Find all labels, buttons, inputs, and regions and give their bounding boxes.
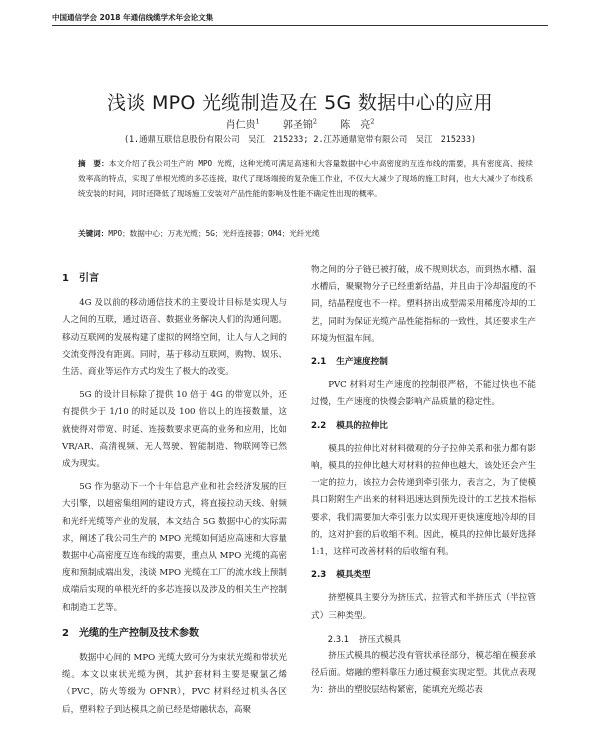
paragraph: PVC 材料对生产速度的控制很严格，不能过快也不能过慢，生产速度的快慢会影响产品质量的稳定性。 [311, 380, 536, 408]
author-affil-mark: 2 [312, 117, 318, 126]
subsection-heading-2-3 [311, 567, 536, 584]
section-title: 模具的拉伸比 [336, 420, 388, 431]
section-number: 2.2 [311, 420, 327, 431]
section-title: 模具类型 [336, 570, 371, 581]
section-heading-1 [62, 270, 287, 287]
section-title: 挤压式模具 [359, 633, 401, 644]
paragraph: 5G 的设计目标除了提供 10 倍于 4G 的带宽以外，还有提供少于 1/10 的时延以及 100 倍以上的连接数量，这就使得对带宽、时延、连接数要求更高的业务和应用，比如 VR/AR、高清视频、无人驾驶、智能制造、物联网等已然成为现实。 [62, 390, 287, 470]
section-title: 光缆的生产控制及技术参数 [78, 627, 199, 639]
author-affil-mark: 2 [370, 117, 375, 126]
paper-title: 浅谈 MPO 光缆制造及在 5G 数据中心的应用 [107, 92, 493, 114]
keywords [78, 228, 533, 239]
author-name: 郭圣锦 [282, 120, 313, 131]
author-3 [340, 117, 375, 131]
section-number: 2.3.1 [327, 633, 350, 644]
section-number: 2 [62, 627, 69, 639]
section-number: 2.1 [311, 357, 327, 368]
paragraph: 挤塑模具主要分为挤压式、拉管式和半挤压式（半拉管式）三种类型。 [311, 593, 536, 621]
author-list [0, 116, 600, 131]
keywords-label: 关键词： [78, 229, 109, 238]
subsection-heading-2-2 [311, 418, 536, 435]
abstract-label: 摘 要： [78, 159, 109, 168]
paragraph: 5G 作为驱动下一个十年信息产业和社会经济发展的巨大引擎，以超密集组网的建设方式，将直接拉动天线、射频和光纤光缆等产业的发展，本文结合 5G 数据中心的实际需求，阐述了我公司生产的 MPO 光缆如何适应高速和大容量数据中心高密度互连布线的需要，重点从 MPO 光缆的高密度和预制成端出发，浅谈 MPO 光缆在工厂的流水线上预制成端后实现的单根光纤的多芯连接以及涉及的相关生产控制和制造工艺等。 [62, 482, 287, 613]
section-title: 引言 [78, 273, 99, 284]
section-number: 2.3 [311, 570, 327, 581]
keywords-text: MPO；数据中心；万兆光缆；5G；光纤连接器；OM4；光纤光缆 [108, 229, 320, 238]
paragraph-continued: 物之间的分子链已被打破，成不规则状态，而到热水槽、温水槽后，聚聚物分子已经重新结晶，并且由于冷却温度的不同，结晶程度也不一样。塑料挤出成型需采用稀度冷却的工艺，同时为保证光缆产品性能指标的一致性，其还要求生产环境为恒温车间。 [311, 265, 536, 344]
header-rule [52, 25, 548, 26]
right-column [311, 262, 536, 706]
section-heading-2 [62, 625, 287, 642]
author-1 [225, 117, 260, 131]
paragraph: 数据中心间的 MPO 光缆大致可分为束状光缆和带状光缆。本文以束状光缆为例，其护套材料主要是聚氯乙烯（PVC，防火等级为 OFNR），PVC 材料经过机头各区后，塑料粒子到达模具之前已经是熔融状态，高聚 [62, 653, 287, 715]
paragraph: 4G 及以前的移动通信技术的主要设计目标是实现人与人之间的互联，通过语音、数据业务解决人们的沟通问题。移动互联网的发展构建了虚拟的网络空间，让人与人之间的交流变得没有距离。同时，基于移动互联网，购物、娱乐、生活、商业等运作方式均发生了极大的改变。 [62, 298, 287, 378]
journal-header: 中国通信学会 2018 年通信线缆学术年会论文集 [52, 13, 214, 22]
author-name: 陈 亮 [340, 120, 371, 131]
author-affil-mark: 1 [255, 117, 260, 126]
section-title: 生产速度控制 [336, 357, 388, 368]
subsection-heading-2-1 [311, 354, 536, 371]
abstract [78, 156, 533, 201]
paragraph: 模具的拉伸比对材料微观的分子拉伸关系和张力都有影响，模具的拉伸比越大对材料的拉伸也越大，该处还会产生一定的拉力，该拉力会传递到牵引张力，表言之，为了使模具口附附生产出来的材料迅速达到预先设计的工艺技术指标要求，我们需要加大牵引张力以实现开更快速度地冷却的目的，这对护套的后收缩不利。因此，模具的拉伸比最好选择 1:1，这样可改善材料的后收缩有利。 [311, 443, 536, 558]
left-column [62, 262, 287, 725]
abstract-text: 本文介绍了我公司生产的 MPO 光缆，这种光缆可满足高速和大容量数据中心中高密度的互连布线的需要，具有密度高、接续效率高的特点，实现了单根光缆的多芯连接，取代了现场端接的复杂施工作业，不仅大大减少了现场的施工时间，也大大减少了布线系统安装的时间，同时还降低了现场施工安装对产品性能的影响及性能不确定性出现的概率。 [78, 159, 533, 198]
author-2 [282, 117, 318, 131]
paragraph: 挤压式模具的模芯没有管状承径部分，模芯缩在模套承径后面。熔融的塑料靠压力通过模套实现定型。其优点表现为：挤出的塑胶层结构紧密，能填充光缆芯表 [311, 651, 536, 696]
subsubsection-heading-2-3-1 [328, 631, 536, 648]
section-number: 1 [62, 273, 69, 284]
affiliation: (1.通鼎互联信息股份有限公司 吴江 215233; 2.江苏通鼎宽带有限公司 吴江 215233) [123, 134, 477, 144]
author-name: 肖仁贵 [225, 120, 256, 131]
